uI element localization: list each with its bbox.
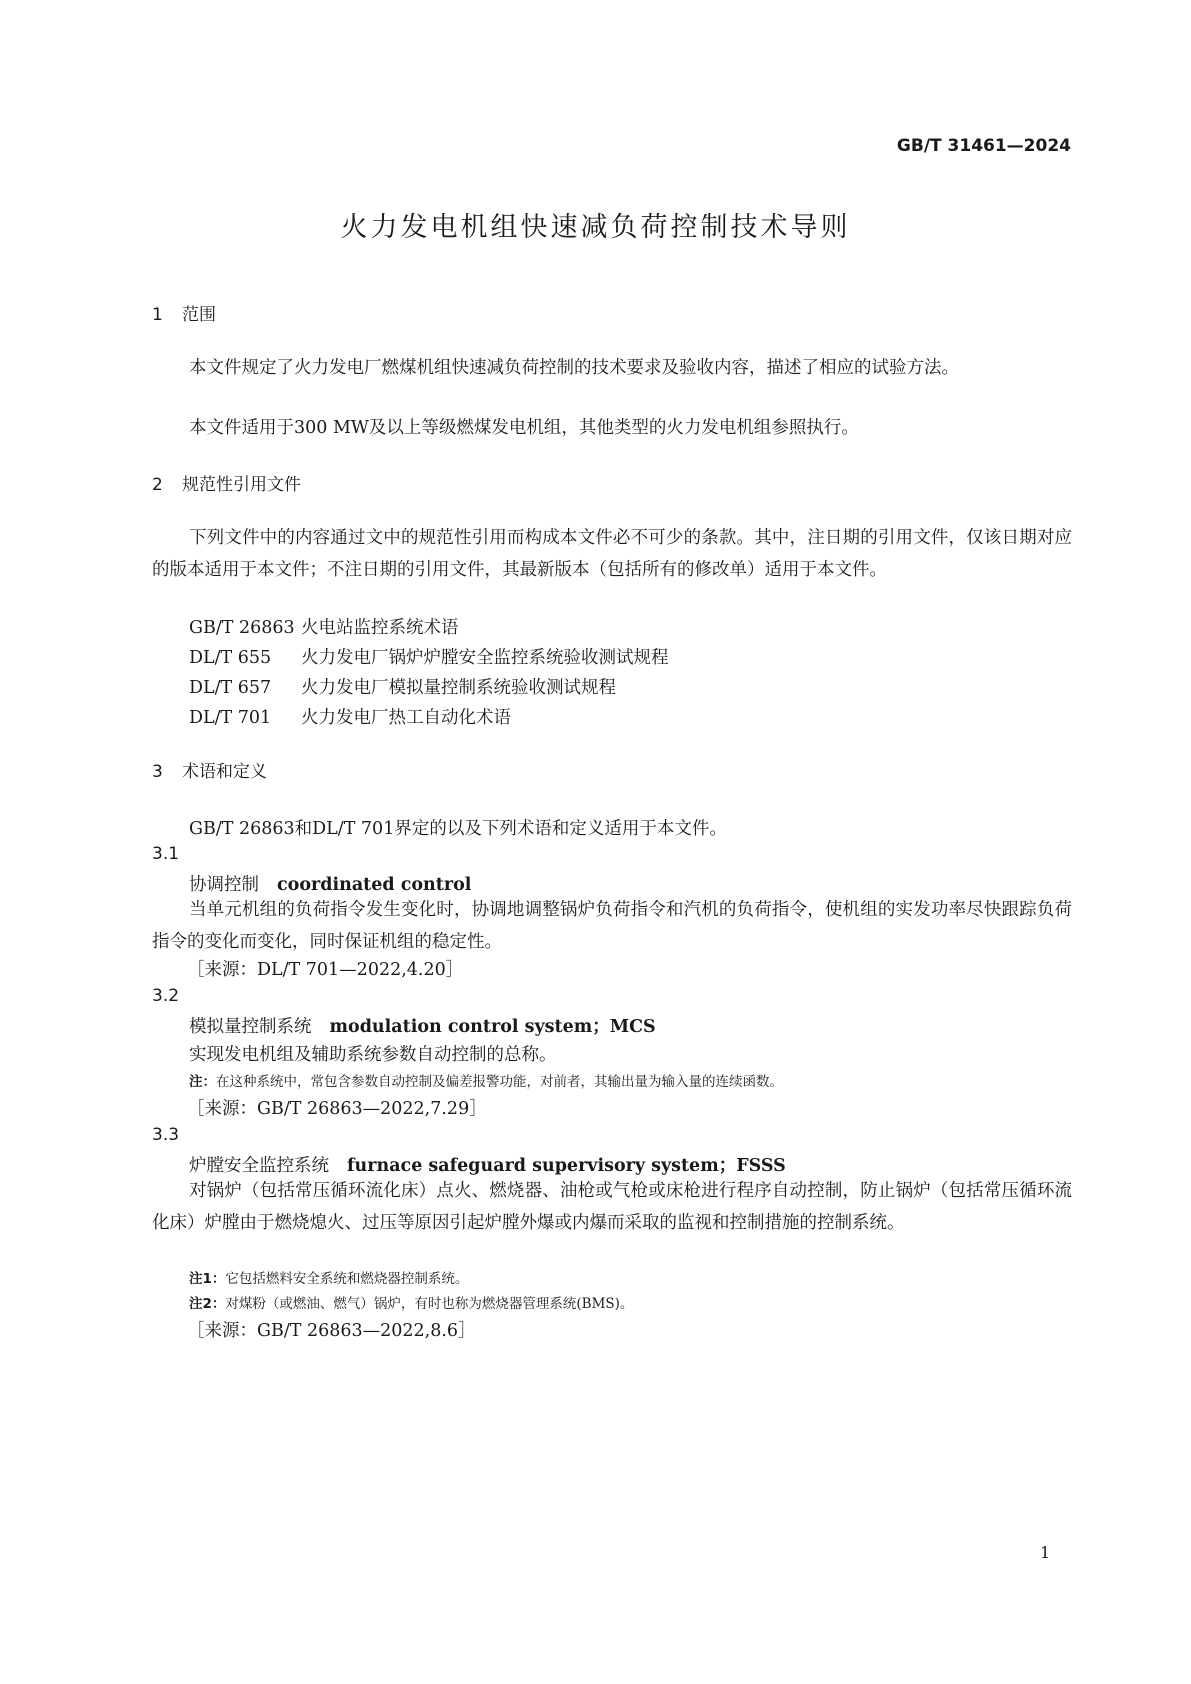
note-label: 注2：: [189, 1296, 226, 1312]
note-text: 在这种系统中，常包含参数自动控制及偏差报警功能，对前者，其输出量为输入量的连续函数。: [216, 1074, 783, 1090]
scope-paragraph-1: 本文件规定了火力发电厂燃煤机组快速减负荷控制的技术要求及验收内容，描述了相应的试验方法。: [189, 358, 959, 378]
clause-number: 3.1: [152, 844, 180, 864]
section-heading-terms: [152, 757, 267, 782]
term-note: [189, 1292, 633, 1312]
term-source: ［来源：GB/T 26863—2022,8.6］: [187, 1321, 476, 1341]
section-title: 规范性引用文件: [182, 475, 301, 495]
reference-code: DL/T 657: [189, 678, 272, 698]
terms-intro: GB/T 26863和DL/T 701界定的以及下列术语和定义适用于本文件。: [189, 819, 727, 839]
document-title: 火力发电机组快速减负荷控制技术导则: [340, 212, 851, 243]
section-heading-normative-references: [152, 470, 301, 495]
reference-item: [189, 644, 669, 669]
page-number: 1: [1040, 1543, 1051, 1562]
section-number: 1: [152, 305, 163, 325]
section-title: 范围: [182, 305, 216, 325]
term-zh: 协调控制: [189, 875, 259, 895]
note-text: 它包括燃料安全系统和燃烧器控制系统。: [225, 1271, 469, 1287]
reference-title: 火电站监控系统术语: [301, 618, 459, 638]
reference-title: 火力发电厂锅炉炉膛安全监控系统验收测试规程: [301, 648, 669, 668]
section-number: 2: [152, 475, 163, 495]
clause-number: 3.3: [152, 1125, 180, 1145]
standard-number: GB/T 31461—2024: [896, 136, 1071, 156]
term-definition: 对锅炉（包括常压循环流化床）点火、燃烧器、油枪或气枪或床枪进行程序自动控制，防止锅炉（包括常压循环流化床）炉膛由于燃烧熄火、过压等原因引起炉膛外爆或内爆而采取的监视和控制措施的控制系统。: [152, 1181, 1072, 1233]
scope-paragraph-2: 本文件适用于300 MW及以上等级燃煤发电机组，其他类型的火力发电机组参照执行。: [189, 418, 859, 438]
section-number: 3: [152, 762, 163, 782]
term-source: ［来源：GB/T 26863—2022,7.29］: [187, 1099, 487, 1119]
term-source: ［来源：DL/T 701—2022,4.20］: [187, 960, 464, 980]
reference-title: 火力发电厂模拟量控制系统验收测试规程: [301, 678, 616, 698]
reference-title: 火力发电厂热工自动化术语: [301, 708, 511, 728]
note-label: 注1：: [189, 1271, 226, 1287]
section-title: 术语和定义: [182, 762, 267, 782]
term-en: coordinated control: [277, 875, 472, 895]
section-heading-scope: [152, 300, 216, 325]
term-definition: 当单元机组的负荷指令发生变化时，协调地调整锅炉负荷指令和汽机的负荷指令，使机组的实发功率尽快跟踪负荷指令的变化而变化，同时保证机组的稳定性。: [152, 900, 1072, 952]
term-definition: 实现发电机组及辅助系统参数自动控制的总称。: [189, 1045, 557, 1065]
term-heading: [189, 1013, 656, 1038]
note-label: 注：: [189, 1074, 216, 1090]
reference-code: DL/T 655: [189, 648, 272, 668]
term-zh: 模拟量控制系统: [189, 1017, 312, 1037]
references-paragraph: 下列文件中的内容通过文中的规范性引用而构成本文件必不可少的条款。其中，注日期的引用文件，仅该日期对应的版本适用于本文件；不注日期的引用文件，其最新版本（包括所有的修改单）适用于本文件。: [152, 528, 1072, 580]
reference-code: GB/T 26863: [189, 618, 295, 638]
reference-item: [189, 704, 511, 729]
note-text: 对煤粉（或燃油、燃气）锅炉，有时也称为燃烧器管理系统(BMS)。: [225, 1296, 634, 1312]
reference-code: DL/T 701: [189, 708, 272, 728]
clause-number: 3.2: [152, 986, 180, 1006]
term-zh: 炉膛安全监控系统: [189, 1156, 329, 1176]
term-en: modulation control system；MCS: [329, 1017, 656, 1037]
term-en: furnace safeguard supervisory system；FSSS: [347, 1156, 786, 1176]
reference-item: [189, 674, 616, 699]
term-heading: [189, 1152, 786, 1177]
reference-item: [189, 614, 459, 639]
term-note: [189, 1267, 468, 1287]
term-heading: [189, 871, 471, 896]
term-note: [189, 1070, 783, 1090]
